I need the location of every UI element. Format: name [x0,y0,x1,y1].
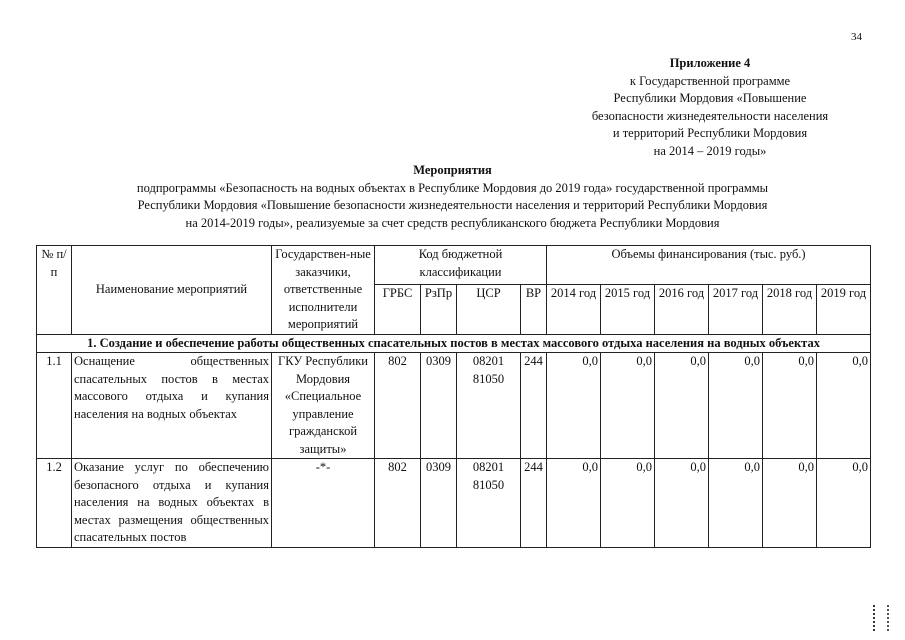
appendix-block [560,55,860,160]
row-value-2019: 0,0 [817,459,871,548]
row-rzpr: 0309 [421,353,457,459]
table-row [37,459,871,548]
row-value-2015: 0,0 [601,353,655,459]
row-value-2016: 0,0 [655,353,709,459]
heading-line: на 2014-2019 годы», реализуемые за счет средств республиканского бюджета Республики Мордовия [185,215,720,230]
appendix-line: безопасности жизнедеятельности населения [591,108,829,123]
row-value-2017: 0,0 [709,353,763,459]
row-customer: ГКУ Республики Мордовия «Специальное управление гражданской защиты» [272,353,375,459]
heading-line: подпрограммы «Безопасность на водных объектах в Республике Мордовия до 2019 года» государственной программы [136,180,769,195]
row-value-2017: 0,0 [709,459,763,548]
appendix-line: на 2014 – 2019 годы» [653,143,767,158]
header-funding: Объемы финансирования (тыс. руб.) [547,246,871,285]
row-grbs: 802 [375,459,421,548]
row-value-2015: 0,0 [601,459,655,548]
header-year-2014: 2014 год [547,284,601,334]
header-name: Наименование мероприятий [72,246,272,335]
row-value-2018: 0,0 [763,353,817,459]
header-budget-code: Код бюджетной классификации [375,246,547,285]
header-customers: Государствен-ные заказчики, ответственные исполнители мероприятий [272,246,375,335]
row-value-2014: 0,0 [547,353,601,459]
header-csr: ЦСР [457,284,521,334]
header-rzpr: РзПр [421,284,457,334]
appendix-line: Республики Мордовия «Повышение [613,91,807,105]
row-rzpr: 0309 [421,459,457,548]
header-grbs: ГРБС [375,284,421,334]
appendix-title: Приложение 4 [669,56,751,70]
header-year-2019: 2019 год [817,284,871,334]
row-num: 1.1 [37,353,72,459]
scan-edge-mark [873,605,889,631]
header-num: № п/п [37,246,72,335]
row-num: 1.2 [37,459,72,548]
header-row [37,246,871,285]
row-customer: -*- [272,459,375,548]
page-number: 34 [851,31,862,43]
section-row [37,334,871,353]
heading-line: Республики Мордовия «Повышение безопасности жизнедеятельности населения и территорий Республики Мордовия [137,198,768,212]
heading-title: Мероприятия [413,163,492,177]
appendix-line: к Государственной программе [629,73,791,88]
row-value-2014: 0,0 [547,459,601,548]
row-csr: 08201 81050 [457,353,521,459]
header-vr: ВР [521,284,547,334]
header-year-2016: 2016 год [655,284,709,334]
header-year-2015: 2015 год [601,284,655,334]
row-vr: 244 [521,353,547,459]
measures-table [36,245,871,548]
row-vr: 244 [521,459,547,548]
row-name: Оказание услуг по обеспечению безопасного отдыха и купания населения на водных объектах в местах размещения общественных спасательных постов [72,459,272,548]
row-value-2019: 0,0 [817,353,871,459]
appendix-line: и территорий Республики Мордовия [612,126,808,140]
table-row [37,353,871,459]
row-grbs: 802 [375,353,421,459]
row-name: Оснащение общественных спасательных постов в местах массового отдыха и купания населения на водных объектах [72,353,272,459]
row-value-2018: 0,0 [763,459,817,548]
header-year-2017: 2017 год [709,284,763,334]
row-value-2016: 0,0 [655,459,709,548]
section-title: 1. Создание и обеспечение работы общественных спасательных постов в местах массового отдыха населения на водных объектах [37,334,871,353]
row-csr: 08201 81050 [457,459,521,548]
document-heading [40,162,865,232]
header-year-2018: 2018 год [763,284,817,334]
